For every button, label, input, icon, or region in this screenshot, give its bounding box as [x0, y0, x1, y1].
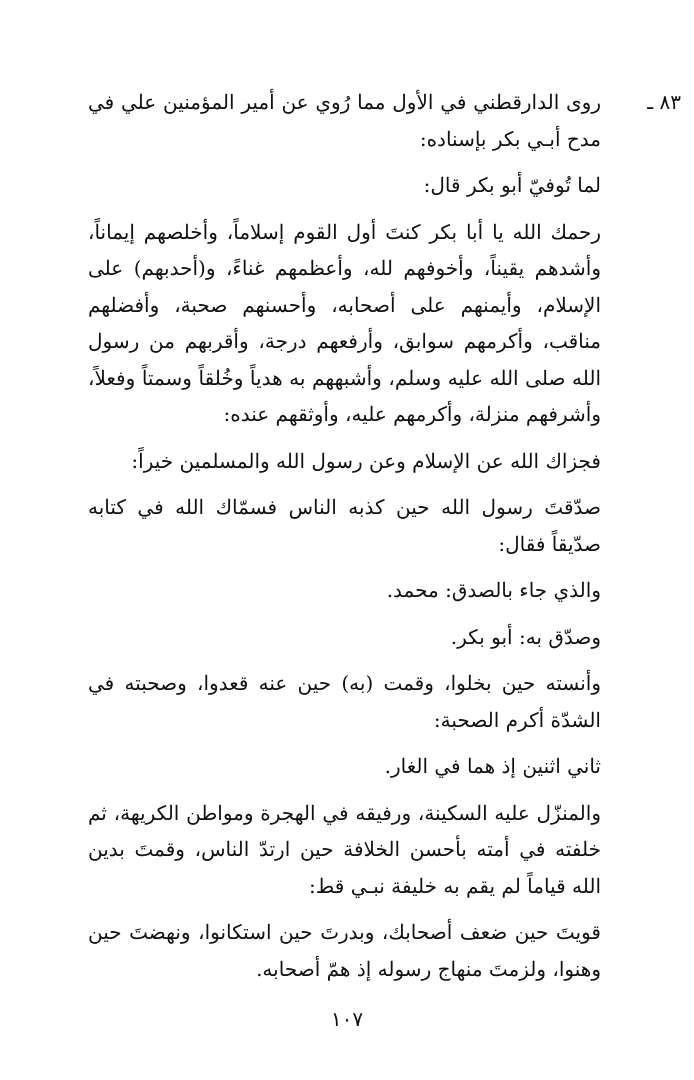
page-number: ١٠٧	[330, 1007, 364, 1031]
paragraph: صدّقتَ رسول الله حين كذبه الناس فسمّاك الله في كتابه صدّيقاً فقال:	[88, 495, 601, 556]
paragraph: وصدّق به: أبو بكر.	[450, 624, 601, 649]
paragraph: ثاني اثنين إذ هما في الغار.	[384, 754, 601, 778]
paragraph: والذي جاء بالصدق: محمد.	[386, 578, 601, 602]
paragraph-intro-text: روى الدارقطني في الأول مما رُوي عن أمير المؤمنين علي في مدح أبـي بكر بإسناده:	[88, 90, 601, 151]
paragraph-intro	[88, 84, 681, 157]
paragraph: قويتَ حين ضعف أصحابك، وبدرتَ حين استكانوا، ونهضتَ حين وهنوا، ولزمتَ منهاج رسوله إذ همّ أصحابه.	[88, 920, 601, 981]
paragraph: لما تُوفيّ أبو بكر قال:	[423, 173, 601, 197]
paragraph: والمنزّل عليه السكينة، ورفيقه في الهجرة ومواطن الكريهة، ثم خلفته في أمته بأحسن الخلافة حين ارتدّ الناس، وقمتَ بدين الله قياماً لم يقم به خليفة نبـي قط:	[88, 800, 601, 898]
paragraph: رحمك الله يا أبا بكر كنتَ أول القوم إسلاماً، وأخلصهم إيماناً، وأشدهم يقيناً، وأخوفهم لله، وأعظمهم غناءً، و(أحدبهم) على الإسلام، وأيمنهم على أصحابه، وأحسنهم صحبة، وأفضلهم مناقب، وأكرمهم سوابق، وأرفعهم درجة، وأقربهم من رسول الله صلى الله عليه وسلم، وأشبههم به هدياً وخُلقاً وسمتاً وفعلاً، وأشرفهم منزلة، وأكرمهم عليه، وأوثقهم عنده:	[88, 219, 601, 426]
item-number: ٨٣ ـ	[647, 90, 681, 114]
paragraph: وأنسته حين بخلوا، وقمت (به) حين عنه قعدوا، وصحبته في الشدّة أكرم الصحبة:	[88, 671, 601, 732]
body-text	[88, 84, 681, 997]
paragraph: فجزاك الله عن الإسلام وعن رسول الله والمسلمين خيراً:	[131, 448, 601, 473]
